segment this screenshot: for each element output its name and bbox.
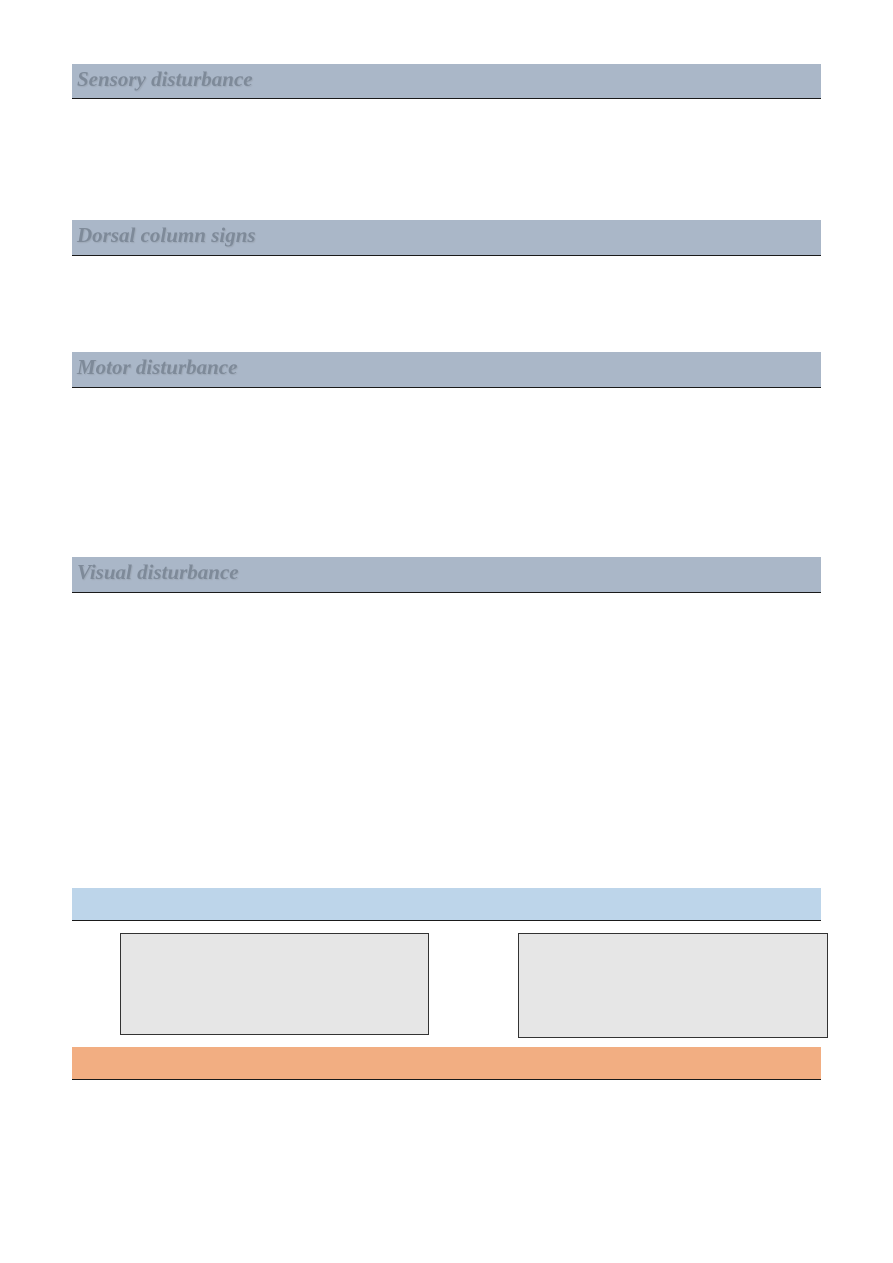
section-header-motor-disturbance — [72, 352, 821, 388]
section-title: Visual disturbance — [77, 560, 239, 584]
section-title: Dorsal column signs — [77, 223, 256, 247]
section-header-dorsal-column-signs — [72, 220, 821, 256]
right-text-box — [518, 933, 828, 1038]
section-header-sensory-disturbance — [72, 64, 821, 99]
section-title: Sensory disturbance — [77, 67, 253, 91]
section-title: Motor disturbance — [77, 355, 238, 379]
orange-section-band — [72, 1047, 821, 1080]
left-text-box — [120, 933, 429, 1035]
section-header-visual-disturbance — [72, 557, 821, 593]
blue-section-band — [72, 888, 821, 921]
